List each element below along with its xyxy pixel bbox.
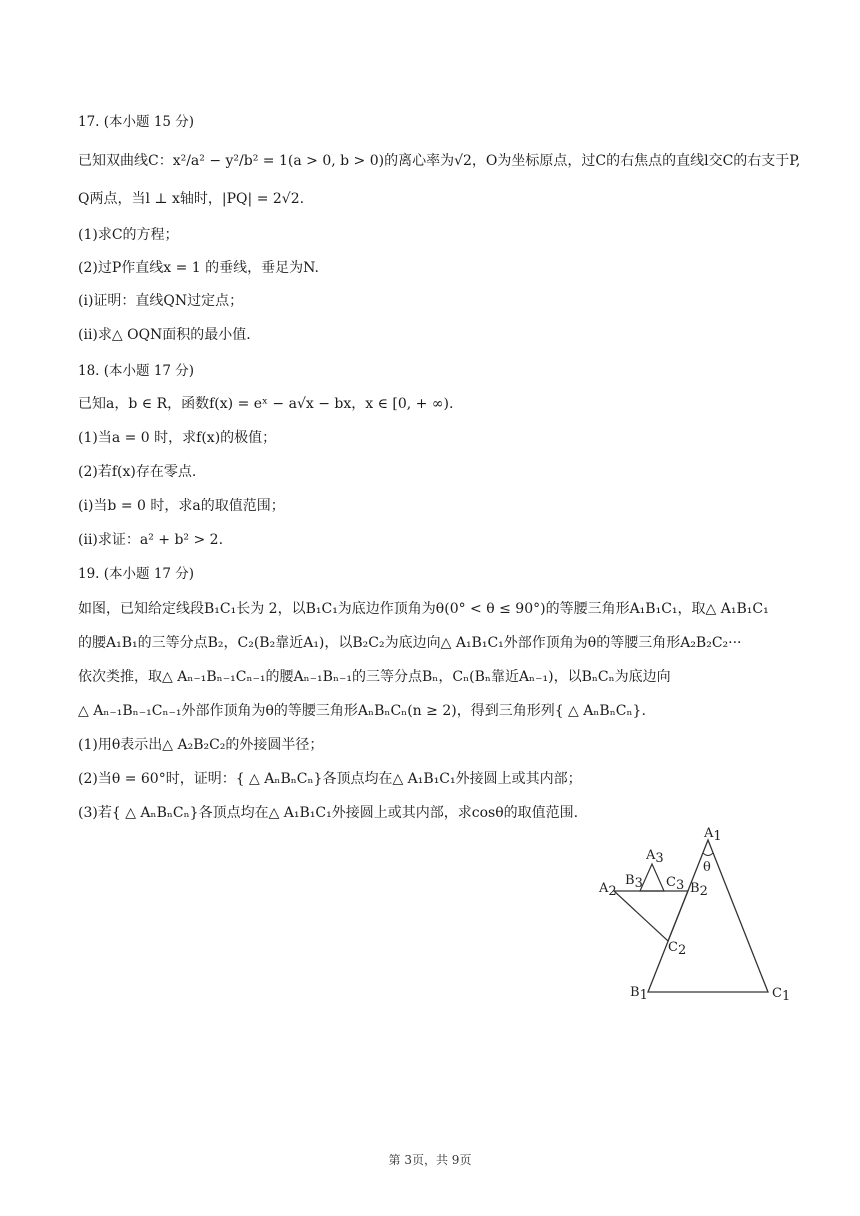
label-b1: B1 (630, 985, 648, 1003)
problem-19-line-4: △ Aₙ₋₁Bₙ₋₁Cₙ₋₁外部作顶角为θ的等腰三角形AₙBₙCₙ(n ≥ 2)，得到三角形列{ △ AₙBₙCₙ}. (78, 703, 646, 719)
problem-17-line-6: (ii)求△ OQN面积的最小值. (78, 327, 251, 343)
label-a2: A2 (599, 881, 617, 899)
problem-18-line-5: (ii)求证：a² + b² > 2. (78, 532, 224, 548)
problem-17-line-4: (2)过P作直线x = 1 的垂线，垂足为N. (78, 260, 319, 276)
page-footer: 第 3页，共 9页 (388, 1153, 472, 1167)
problem-19-line-6: (2)当θ = 60°时，证明：{ △ AₙBₙCₙ}各顶点均在△ A₁B₁C₁外接圆上或其内部； (78, 771, 582, 787)
label-b3: B3 (625, 873, 643, 891)
problem-18-line-4: (i)当b = 0 时，求a的取值范围； (78, 498, 285, 514)
problem-19-line-5: (1)用θ表示出△ A₂B₂C₂的外接圆半径； (78, 737, 324, 753)
theta-arc (703, 853, 713, 856)
problem-17-line-3: (1)求C的方程； (78, 227, 179, 243)
problem-19-line-7: (3)若{ △ AₙBₙCₙ}各顶点均在△ A₁B₁C₁外接圆上或其内部，求cosθ的取值范围. (78, 805, 579, 821)
label-a3: A3 (646, 848, 664, 866)
problem-19-line-2: 的腰A₁B₁的三等分点B₂，C₂(B₂靠近A₁)，以B₂C₂为底边向△ A₁B₁C₁外部作顶角为θ的等腰三角形A₂B₂C₂··· (78, 635, 742, 651)
problem-17-line-2: Q两点，当l ⊥ x轴时，|PQ| = 2√2. (78, 191, 305, 207)
problem-17-line-1: 已知双曲线C：x²/a² − y²/b² = 1(a > 0, b > 0)的离心率为√2，O为坐标原点，过C的右焦点的直线l交C的右支于P, (78, 153, 801, 169)
problem-18-line-3: (2)若f(x)存在零点. (78, 464, 197, 480)
problem-18-line-2: (1)当a = 0 时，求f(x)的极值； (78, 430, 277, 446)
label-theta: θ (703, 860, 711, 875)
problem-17-header: 17. (本小题 15 分) (78, 114, 195, 130)
problem-17-line-5: (i)证明：直线QN过定点； (78, 293, 244, 309)
problem-19-header: 19. (本小题 17 分) (78, 566, 195, 582)
problem-19-line-1: 如图，已知给定线段B₁C₁长为 2，以B₁C₁为底边作顶角为θ(0° < θ ≤ 90°)的等腰三角形A₁B₁C₁，取△ A₁B₁C₁ (78, 601, 769, 617)
triangle-a2b2c2 (614, 891, 688, 941)
triangle-a3b3c3 (640, 864, 664, 891)
label-b2: B2 (690, 881, 708, 899)
triangle-figure (596, 820, 796, 1010)
problem-19-line-3: 依次类推，取△ Aₙ₋₁Bₙ₋₁Cₙ₋₁的腰Aₙ₋₁Bₙ₋₁的三等分点Bₙ，Cₙ(Bₙ靠近Aₙ₋₁)，以BₙCₙ为底边向 (78, 669, 671, 685)
label-c1: C1 (772, 986, 791, 1004)
label-c2: C2 (668, 940, 687, 958)
problem-18-header: 18. (本小题 17 分) (78, 363, 195, 379)
problem-18-line-1: 已知a，b ∈ R，函数f(x) = eˣ − a√x − bx，x ∈ [0, + ∞). (78, 396, 454, 412)
label-c3: C3 (666, 875, 685, 893)
label-a1: A1 (704, 826, 722, 844)
triangle-diagram (596, 820, 796, 1010)
